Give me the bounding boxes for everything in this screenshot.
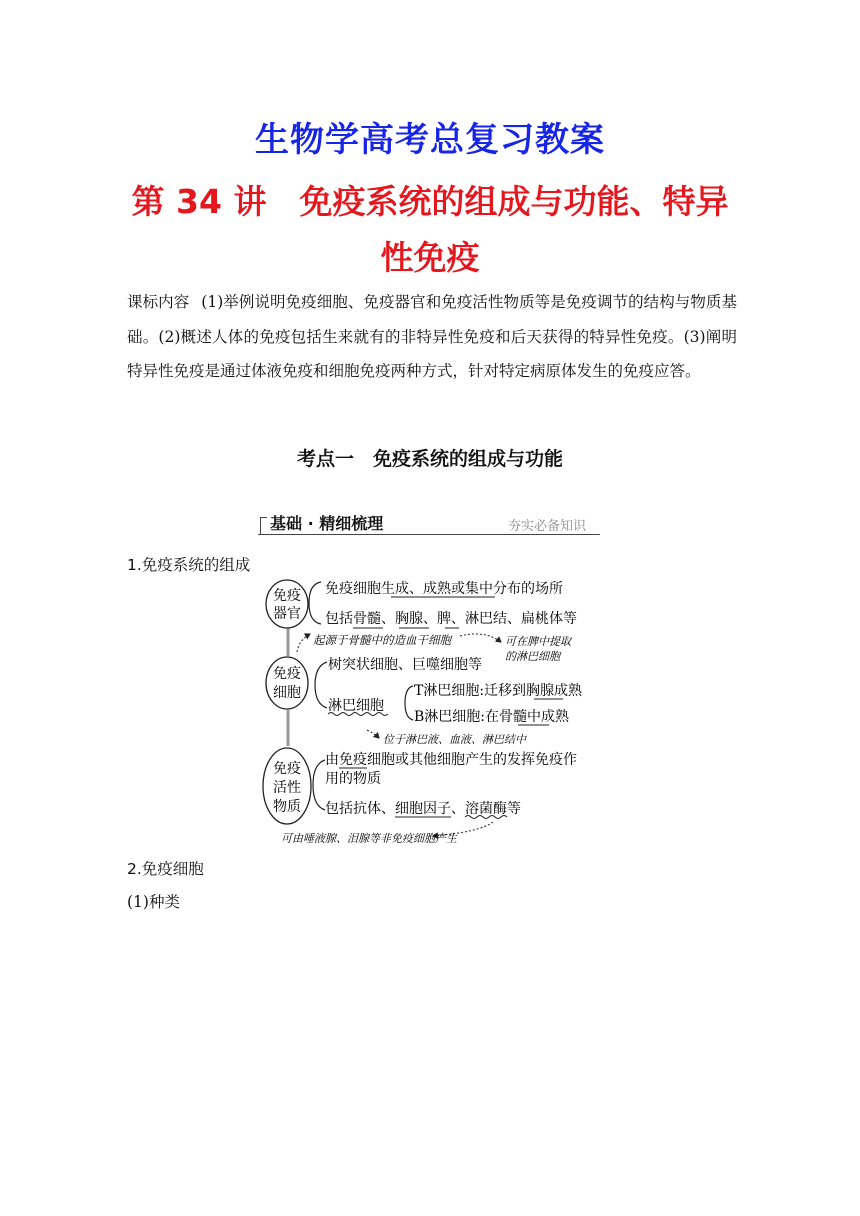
active-node-label: 物质	[273, 799, 301, 815]
lesson-title: 第 34 讲 免疫系统的组成与功能、特异	[131, 182, 729, 221]
item-immune-system-composition: 1.免疫系统的组成	[127, 556, 251, 574]
organ-node-label: 器官	[273, 606, 301, 622]
item-types: (1)种类	[127, 893, 180, 911]
note-active-substance: 可由唾液腺、泪腺等非免疫细胞产生	[281, 832, 457, 845]
note-arrow	[460, 634, 501, 642]
note-spleen: 可在脾中提取	[505, 635, 571, 648]
organ-line-2: 包括骨髓、胸腺、脾、淋巴结、扁桃体等	[325, 611, 577, 627]
active-line-2: 用的物质	[325, 771, 381, 787]
organ-node-label: 免疫	[273, 588, 301, 604]
cell-node-ellipse	[266, 657, 308, 709]
banner-title: 基础 · 精细梳理	[270, 514, 384, 533]
curriculum-standard	[127, 285, 737, 389]
note-spleen: 的淋巴细胞	[505, 650, 560, 663]
cell-line-1: 树突状细胞、巨噬细胞等	[328, 657, 482, 673]
active-node-label: 免疫	[273, 761, 301, 777]
section-banner	[258, 511, 600, 535]
curriculum-label: 课标内容	[127, 293, 190, 311]
lymphocyte-brace	[405, 686, 413, 720]
organ-brace	[309, 582, 321, 624]
active-brace	[313, 760, 325, 810]
lesson-title-continued: 性免疫	[380, 238, 480, 277]
immune-system-diagram	[255, 570, 615, 850]
curriculum-text: (1)举例说明免疫细胞、免疫器官和免疫活性物质等是免疫调节的结构与物质基础。(2)概述人体的免疫包括生来就有的非特异性免疫和后天获得的特异性免疫。(3)阐明特异性免疫是通过体液免疫和细胞免疫两种方式，针对特定病原体发生的免疫应答。	[127, 293, 737, 380]
active-line-3: 包括抗体、细胞因子、溶菌酶等	[325, 801, 521, 817]
active-line-1: 由免疫细胞或其他细胞产生的发挥免疫作	[325, 752, 577, 768]
active-node-label: 活性	[273, 780, 301, 796]
section-heading: 考点一 免疫系统的组成与功能	[296, 448, 563, 470]
b-cell-line: B淋巴细胞:在骨髓中成熟	[414, 709, 570, 725]
note-arrow	[297, 634, 310, 652]
document-title: 生物学高考总复习教案	[255, 120, 605, 160]
cell-node-label: 细胞	[273, 685, 301, 701]
note-bone-marrow: 起源于骨髓中的造血干细胞	[313, 633, 451, 647]
t-cell-line: T淋巴细胞:迁移到胸腺成熟	[414, 683, 583, 699]
lymphocyte-label: 淋巴细胞	[328, 698, 384, 714]
item-immune-cells: 2.免疫细胞	[127, 860, 204, 878]
cell-node-label: 免疫	[273, 666, 301, 682]
banner-bracket	[260, 517, 267, 534]
note-lymph-location: 位于淋巴液、血液、淋巴结中	[383, 733, 526, 746]
note-arrow	[367, 730, 379, 738]
cell-brace	[315, 662, 327, 708]
banner-rule	[258, 534, 600, 535]
banner-subtitle: 夯实必备知识	[507, 519, 586, 534]
organ-line-1: 免疫细胞生成、成熟或集中分布的场所	[325, 581, 563, 597]
